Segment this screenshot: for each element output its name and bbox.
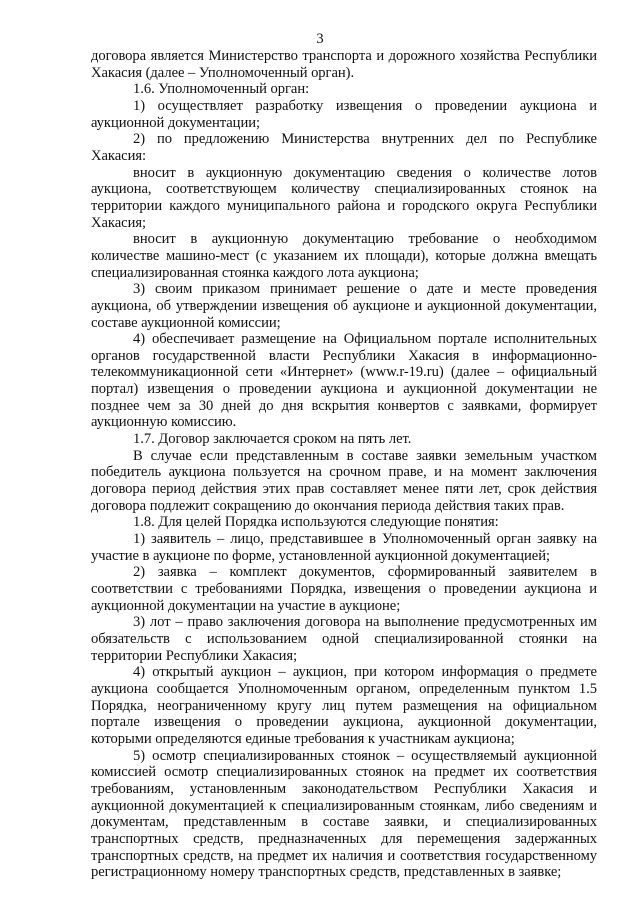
paragraph-section-1-7: 1.7. Договор заключается сроком на пять лет. bbox=[133, 431, 412, 448]
page-number: 3 bbox=[316, 31, 324, 47]
paragraph-1-7-term-reduction: В случае если представленным в составе заявки земельным участком победитель аукциона пользуется на срочном праве, и на момент заключения договора период действия этих прав составляет менее пяти лет, срок действия договора подлежит сокращению до окончания периода действия таких прав. bbox=[91, 447, 597, 514]
paragraph-1-6-item-1: 1) осуществляет разработку извещения о проведении аукциона и аукционной документации; bbox=[91, 97, 597, 131]
document-body bbox=[91, 48, 597, 881]
paragraph-1-6-item-2: 2) по предложению Министерства внутренних дел по Республике Хакасия: bbox=[91, 131, 597, 164]
paragraph-1-6-item-2-lots: вносит в аукционную документацию сведения о количестве лотов аукциона, соответствующем количеству специализированных стоянок на территории каждого муниципального района и городского округа Республики Хакасия; bbox=[91, 164, 597, 231]
paragraph-1-8-def-open-auction: 4) открытый аукцион – аукцион, при котором информация о предмете аукциона сообщается Уполномоченным органом, определенным пунктом 1.5 Порядка, неограниченному кругу лиц путем размещения на официальном портале извещения о проведении аукциона, аукционной документации, которыми определяются единые требования к участникам аукциона; bbox=[91, 664, 597, 747]
paragraph-1-6-item-4: 4) обеспечивает размещение на Официальном портале исполнительных органов государственной власти Республики Хакасия в информационно-телекоммуникационной сети «Интернет» (www.r-19.ru) (далее – официальный портал) извещения о проведении аукциона и аукционной документации не позднее чем за 30 дней до дня вскрытия конвертов с заявками, формирует аукционную комиссию. bbox=[91, 331, 597, 431]
paragraph-1-8-def-inspection: 5) осмотр специализированных стоянок – осуществляемый аукционной комиссией осмотр специализированных стоянок на предмет их соответствия требованиям, установленным законодательством Республики Хакасия и аукционной документацией к специализированным стоянкам, либо сведениям и документам, представленным в составе заявки, и специализированных транспортных средств, предназначенных для перемещения задержанных транспортных средств, на предмет их наличия и соответствия государственному регистрационному номеру транспортных средств, представленных в заявке; bbox=[91, 747, 597, 881]
paragraph-1-8-def-application: 2) заявка – комплект документов, сформированный заявителем в соответствии с требованиями Порядка, извещения о проведении аукциона и аукционной документации на участие в аукционе; bbox=[91, 564, 597, 614]
paragraph-1-6-item-2-parking-spaces: вносит в аукционную документацию требование о необходимом количестве машино-мест (с указанием их площади), которые должна вмещать специализированная стоянка каждого лота аукциона; bbox=[91, 231, 597, 281]
paragraph-section-1-8: 1.8. Для целей Порядка используются следующие понятия: bbox=[133, 514, 499, 531]
paragraph-1-6-item-3: 3) своим приказом принимает решение о дате и месте проведения аукциона, об утверждении извещения об аукционе и аукционной документации, составе аукционной комиссии; bbox=[91, 281, 597, 331]
paragraph-section-1-6: 1.6. Уполномоченный орган: bbox=[133, 81, 310, 98]
paragraph-1-8-def-applicant: 1) заявитель – лицо, представившее в Уполномоченный орган заявку на участие в аукционе по форме, установленной аукционной документацией; bbox=[91, 531, 597, 564]
paragraph-continuation: договора является Министерство транспорта и дорожного хозяйства Республики Хакасия (далее – Уполномоченный орган). bbox=[91, 48, 597, 81]
paragraph-1-8-def-lot: 3) лот – право заключения договора на выполнение предусмотренных им обязательств с использованием одной специализированной стоянки на территории Республики Хакасия; bbox=[91, 614, 597, 664]
